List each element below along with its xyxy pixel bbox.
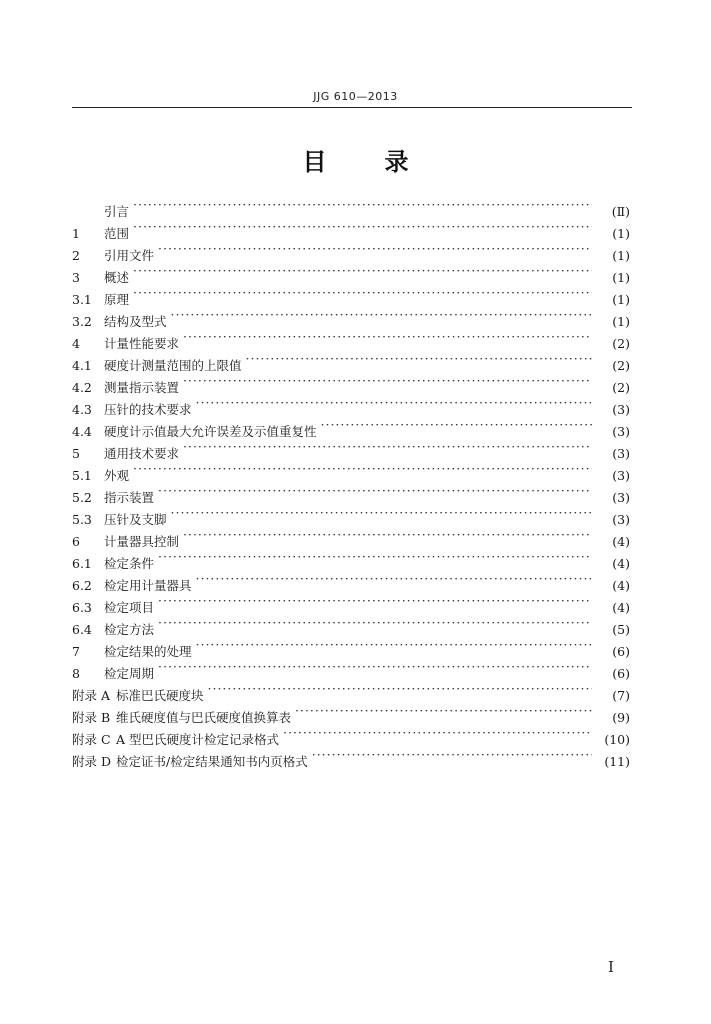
toc-entry-page: (4): [612, 578, 630, 593]
table-of-contents: [72, 194, 630, 769]
toc-leader-dots: [283, 722, 592, 744]
toc-entry-number: 6.1: [72, 556, 92, 571]
toc-leader-dots: [171, 502, 592, 524]
toc-entry-label: 检定用计量器具: [104, 578, 192, 593]
toc-entry-number: 7: [72, 644, 80, 659]
toc-entry-page: (2): [612, 336, 630, 351]
toc-leader-dots: [196, 634, 592, 656]
toc-leader-dots: [133, 458, 592, 480]
toc-entry-label: 检定项目: [104, 600, 155, 615]
toc-leader-dots: [133, 282, 592, 304]
toc-leader-dots: [183, 436, 592, 458]
toc-leader-dots: [158, 546, 592, 568]
toc-leader-dots: [312, 744, 592, 766]
toc-leader-dots: [183, 524, 592, 546]
toc-entry-page: (3): [612, 446, 630, 461]
toc-entry-label: 结构及型式: [104, 314, 167, 329]
toc-entry-page: (10): [604, 732, 630, 747]
toc-entry-label: 检定结果的处理: [104, 644, 192, 659]
toc-entry-page: (2): [612, 358, 630, 373]
toc-entry-page: (1): [612, 314, 630, 329]
toc-entry-number: 6.3: [72, 600, 92, 615]
toc-entry-label: 原理: [104, 292, 130, 307]
toc-entry-label: 压针的技术要求: [104, 402, 192, 417]
toc-entry[interactable]: [72, 458, 630, 483]
toc-leader-dots: [196, 392, 592, 414]
toc-entry[interactable]: [72, 502, 630, 527]
toc-entry-number: 附录 B: [72, 710, 111, 725]
toc-entry-label: 计量性能要求: [104, 336, 180, 351]
toc-entry-number: 附录 A: [72, 688, 111, 703]
toc-leader-dots: [246, 348, 592, 370]
toc-entry[interactable]: [72, 260, 630, 285]
toc-leader-dots: [133, 216, 592, 238]
toc-entry-number: 4: [72, 336, 80, 351]
toc-entry-label: 引用文件: [104, 248, 155, 263]
toc-entry-label: 检定周期: [104, 666, 155, 681]
toc-entry-number: 4.4: [72, 424, 92, 439]
toc-entry-number: 4.2: [72, 380, 92, 395]
toc-entry-label: 硬度计测量范围的上限值: [104, 358, 242, 373]
toc-entry-number: 3.1: [72, 292, 92, 307]
toc-entry-page: (3): [612, 468, 630, 483]
toc-entry-number: 5.2: [72, 490, 92, 505]
toc-entry[interactable]: [72, 194, 630, 219]
toc-entry-page: (6): [612, 644, 630, 659]
header-divider: [72, 107, 632, 108]
toc-entry-number: 5.3: [72, 512, 92, 527]
toc-leader-dots: [321, 414, 592, 436]
toc-entry-page: (9): [612, 710, 630, 725]
toc-entry-label: 硬度计示值最大允许误差及示值重复性: [104, 424, 317, 439]
toc-entry-label: 检定证书/检定结果通知书内页格式: [116, 754, 308, 769]
toc-entry[interactable]: [72, 634, 630, 659]
toc-entry[interactable]: [72, 480, 630, 505]
toc-leader-dots: [183, 370, 592, 392]
toc-entry[interactable]: [72, 568, 630, 593]
toc-entry-page: (4): [612, 600, 630, 615]
title-char-2: 录: [384, 148, 409, 176]
toc-entry-page: (6): [612, 666, 630, 681]
toc-leader-dots: [133, 194, 592, 216]
page-number: I: [608, 958, 614, 976]
toc-entry-label: 指示装置: [104, 490, 155, 505]
toc-entry-page: (1): [612, 248, 630, 263]
toc-entry-label: 范围: [104, 226, 130, 241]
toc-entry[interactable]: [72, 238, 630, 263]
toc-entry-number: 附录 D: [72, 754, 111, 769]
toc-entry-number: 4.3: [72, 402, 92, 417]
toc-entry-number: 5.1: [72, 468, 92, 483]
toc-entry-number: 6: [72, 534, 80, 549]
toc-entry-number: 6.2: [72, 578, 92, 593]
toc-entry-label: 检定方法: [104, 622, 155, 637]
toc-entry-page: (3): [612, 490, 630, 505]
toc-leader-dots: [158, 480, 592, 502]
toc-entry-page: (1): [612, 292, 630, 307]
toc-leader-dots: [158, 238, 592, 260]
toc-leader-dots: [208, 678, 592, 700]
toc-entry-page: (4): [612, 534, 630, 549]
toc-entry-number: 3.2: [72, 314, 92, 329]
title-char-1: 目: [302, 148, 327, 176]
toc-entry-page: (3): [612, 402, 630, 417]
toc-leader-dots: [295, 700, 592, 722]
toc-entry-number: 3: [72, 270, 80, 285]
toc-entry[interactable]: [72, 282, 630, 307]
document-code: JJG 610—2013: [313, 90, 398, 103]
page-title: [0, 142, 711, 177]
toc-entry-label: 概述: [104, 270, 130, 285]
toc-entry-number: 1: [72, 226, 80, 241]
toc-entry-label: 测量指示装置: [104, 380, 180, 395]
toc-entry-page: (5): [612, 622, 630, 637]
toc-entry-label: 计量器具控制: [104, 534, 180, 549]
toc-leader-dots: [158, 612, 592, 634]
toc-entry-number: 4.1: [72, 358, 92, 373]
toc-entry-label: 外观: [104, 468, 130, 483]
toc-entry-label: 压针及支脚: [104, 512, 167, 527]
toc-entry-number: 附录 C: [72, 732, 111, 747]
toc-entry-page: (7): [612, 688, 630, 703]
toc-leader-dots: [183, 326, 592, 348]
toc-entry-label: 通用技术要求: [104, 446, 180, 461]
toc-leader-dots: [158, 656, 592, 678]
toc-entry[interactable]: [72, 216, 630, 241]
toc-entry-label: A 型巴氏硬度计检定记录格式: [116, 732, 280, 747]
toc-entry-page: (2): [612, 380, 630, 395]
toc-entry-page: (3): [612, 512, 630, 527]
toc-leader-dots: [196, 568, 592, 590]
toc-entry-page: (11): [604, 754, 630, 769]
toc-entry-label: 检定条件: [104, 556, 155, 571]
toc-leader-dots: [133, 260, 592, 282]
toc-entry-label: 标准巴氏硬度块: [116, 688, 204, 703]
toc-entry-number: 5: [72, 446, 80, 461]
toc-entry-page: (3): [612, 424, 630, 439]
toc-leader-dots: [158, 590, 592, 612]
toc-leader-dots: [171, 304, 592, 326]
toc-entry-page: (1): [612, 270, 630, 285]
toc-entry-number: 6.4: [72, 622, 92, 637]
toc-entry-page: (1): [612, 226, 630, 241]
toc-entry-page: (Ⅱ): [611, 204, 630, 219]
toc-entry-label: 引言: [104, 204, 130, 219]
toc-entry[interactable]: [72, 304, 630, 329]
toc-entry-number: 8: [72, 666, 80, 681]
toc-entry-page: (4): [612, 556, 630, 571]
toc-entry-label: 维氏硬度值与巴氏硬度值换算表: [116, 710, 292, 725]
toc-entry-number: 2: [72, 248, 80, 263]
toc-entry[interactable]: [72, 612, 630, 637]
toc-entry[interactable]: [72, 678, 630, 703]
